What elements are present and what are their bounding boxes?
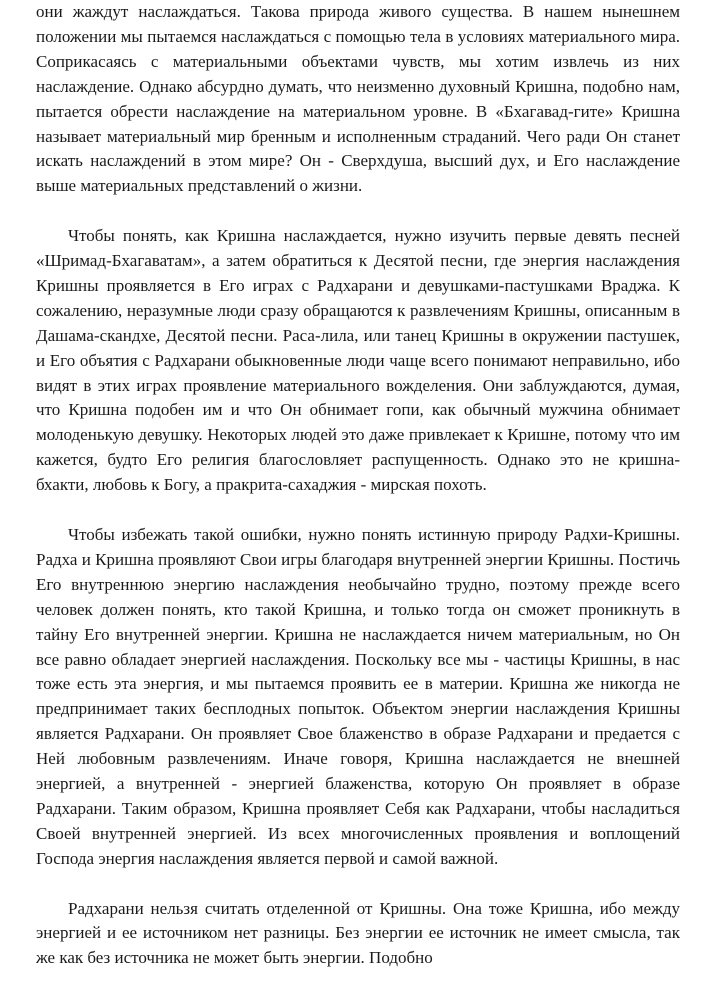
paragraph-2: Чтобы понять, как Кришна наслаждается, нужно изучить первые девять песней «Шримад-Бхагаватам», а затем обратиться к Десятой песни, где энергия наслаждения Кришны проявляется в Его играх с Радхарани и девушками-пастушками Враджа. К сожалению, неразумные люди сразу обращаются к развлечениям Кришны, описанным в Дашама-скандхе, Десятой песни. Раса-лила, или танец Кришны в окружении пастушек, и Его объятия с Радхарани обыкновенные люди чаще всего понимают неправильно, ибо видят в этих играх проявление материального вожделения. Они заблуждаются, думая, что Кришна подобен им и что Он обнимает гопи, как обычный мужчина обнимает молоденькую девушку. Некоторых людей это даже привлекает к Кришне, потому что им кажется, будто Его религия благословляет распущенность. Однако это не кришна-бхакти, любовь к Богу, а пракрита-сахаджия - мирская похоть. <box>36 226 680 495</box>
paragraph-4: Радхарани нельзя считать отделенной от Кришны. Она тоже Кришна, ибо между энергией и ее источником нет разницы. Без энергии ее источник не имеет смысла, так же как без источника не может быть энергии. Подобно <box>36 898 680 968</box>
paragraph-gap <box>36 872 680 897</box>
paragraph-gap <box>36 498 680 523</box>
paragraph-1: они жаждут наслаждаться. Такова природа живого существа. В нашем нынешнем положении мы пытаемся наслаждаться с помощью тела в условиях материального мира. Соприкасаясь с материальными объектами чувств, мы хотим извлечь из них наслаждение. Однако абсурдно думать, что неизменно духовный Кришна, подобно нам, пытается обрести наслаждение на материальном уровне. В «Бхагавад-гите» Кришна называет материальный мир бренным и исполненным страданий. Чего ради Он станет искать наслаждений в этом мире? Он - Сверхдуша, высший дух, и Его наслаждение выше материальных представлений о жизни. <box>36 2 680 196</box>
paragraph-gap <box>36 199 680 224</box>
document-page <box>36 0 680 971</box>
paragraph-3: Чтобы избежать такой ошибки, нужно понять истинную природу Радхи-Кришны. Радха и Кришна проявляют Свои игры благодаря внутренней энергии Кришны. Постичь Его внутреннюю энергию наслаждения необычайно трудно, поэтому прежде всего человек должен понять, кто такой Кришна, и только тогда он сможет проникнуть в тайну Его внутренней энергии. Кришна не наслаждается ничем материальным, но Он все равно обладает энергией наслаждения. Поскольку все мы - частицы Кришны, в нас тоже есть эта энергия, и мы пытаемся проявить ее в материи. Кришна же никогда не предпринимает таких бесплодных попыток. Объектом энергии наслаждения Кришны является Радхарани. Он проявляет Свое блаженство в образе Радхарани и предается с Ней любовным развлечениям. Иначе говоря, Кришна наслаждается не внешней энергией, а внутренней - энергией блаженства, которую Он проявляет в образе Радхарани. Таким образом, Кришна проявляет Себя как Радхарани, чтобы насладиться Своей внутренней энергией. Из всех многочисленных проявления и воплощений Господа энергия наслаждения является первой и самой важной. <box>36 525 680 868</box>
